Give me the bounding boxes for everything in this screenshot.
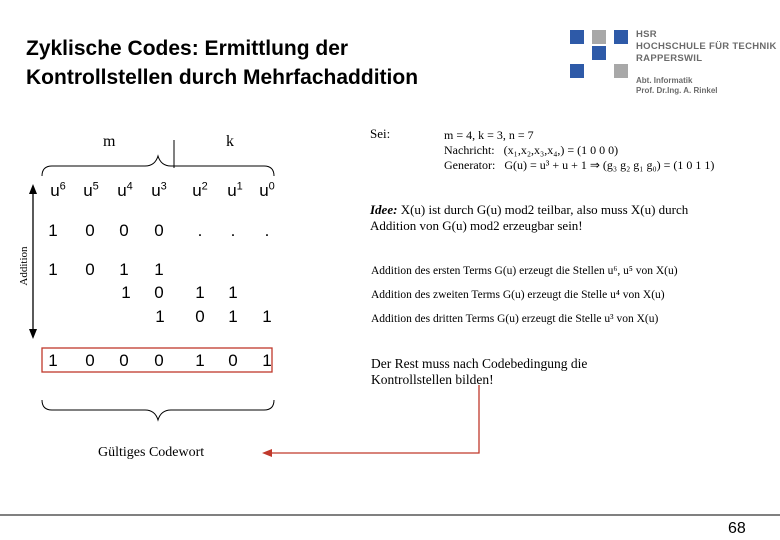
rest-note: Der Rest muss nach Codebedingung die Kontrollstellen bilden! <box>371 356 588 387</box>
header-u0: $u^0$ <box>259 180 275 200</box>
msg-cell: . <box>230 221 236 240</box>
label-m: m <box>103 133 116 150</box>
add3-cell: 1 <box>228 307 238 326</box>
logo-text: HSR HOCHSCHULE FÜR TECHNIK RAPPERSWIL <box>636 29 777 64</box>
red-arrow-head <box>262 449 272 457</box>
header-u3: $u^3$ <box>151 180 167 200</box>
result-cell: 1 <box>195 351 205 370</box>
addition-note-2: Addition des zweiten Terms G(u) erzeugt die Stelle u⁴ von X(u) <box>371 289 665 301</box>
brace-top <box>42 156 274 176</box>
add3-cell: 1 <box>262 307 272 326</box>
page-number: 68 <box>728 520 746 537</box>
generator-row: Generator: G(u) = u³ + u + 1 ⇒ (g₃ g₂ g₁ g₀) = (1 0 1 1) <box>444 158 715 172</box>
add2-cell: 1 <box>228 283 238 302</box>
add1-cell: 1 <box>119 260 129 279</box>
header-u6: $u^6$ <box>50 180 66 200</box>
add3-cell: 0 <box>195 307 205 326</box>
label-k: k <box>226 133 234 150</box>
header-u5: $u^5$ <box>83 180 99 200</box>
add1-cell: 1 <box>154 260 164 279</box>
msg-cell: 0 <box>85 221 95 240</box>
addition-note-3: Addition des dritten Terms G(u) erzeugt die Stelle u³ von X(u) <box>371 313 659 325</box>
label-addition: Addition <box>18 246 30 286</box>
header-u1: $u^1$ <box>227 180 243 200</box>
add2-cell: 1 <box>121 283 131 302</box>
title-line-2: Kontrollstellen durch Mehrfachaddition <box>26 66 419 89</box>
valid-codeword-label: Gültiges Codewort <box>98 445 205 460</box>
addition-arrow-down <box>29 329 37 339</box>
msg-cell: 0 <box>154 221 164 240</box>
header-u4: $u^4$ <box>117 180 133 200</box>
result-cell: 0 <box>228 351 238 370</box>
nachricht-row: Nachricht: (x₁,x₂,x₃,x₄,) = (1 0 0 0) <box>444 143 619 157</box>
title-line-1: Zyklische Codes: Ermittlung der <box>26 37 349 60</box>
given-line1: m = 4, k = 3, n = 7 <box>444 128 534 142</box>
sei-label: Sei: <box>370 126 391 141</box>
result-cell: 0 <box>85 351 95 370</box>
result-cell: 1 <box>262 351 272 370</box>
msg-cell: 1 <box>48 221 58 240</box>
result-cell: 1 <box>48 351 58 370</box>
brace-bottom <box>42 400 274 420</box>
msg-cell: . <box>197 221 203 240</box>
add1-cell: 0 <box>85 260 95 279</box>
msg-cell: 0 <box>119 221 129 240</box>
add3-cell: 1 <box>155 307 165 326</box>
addition-note-1: Addition des ersten Terms G(u) erzeugt die Stellen u⁶, u⁵ von X(u) <box>371 265 678 277</box>
logo-subtext: Abt. Informatik Prof. Dr.Ing. A. Rinkel <box>636 76 718 95</box>
idee-label: Idee: <box>370 202 398 217</box>
add2-cell: 1 <box>195 283 205 302</box>
add2-cell: 0 <box>154 283 164 302</box>
addition-arrow-up <box>29 184 37 194</box>
result-cell: 0 <box>154 351 164 370</box>
msg-cell: . <box>264 221 270 240</box>
header-u2: $u^2$ <box>192 180 208 200</box>
add1-cell: 1 <box>48 260 58 279</box>
red-arrow-line <box>270 385 479 453</box>
idee-note: Idee: X(u) ist durch G(u) mod2 teilbar, also muss X(u) durch Addition von G(u) mod2 erzeugbar sein! <box>370 202 689 233</box>
result-cell: 0 <box>119 351 129 370</box>
